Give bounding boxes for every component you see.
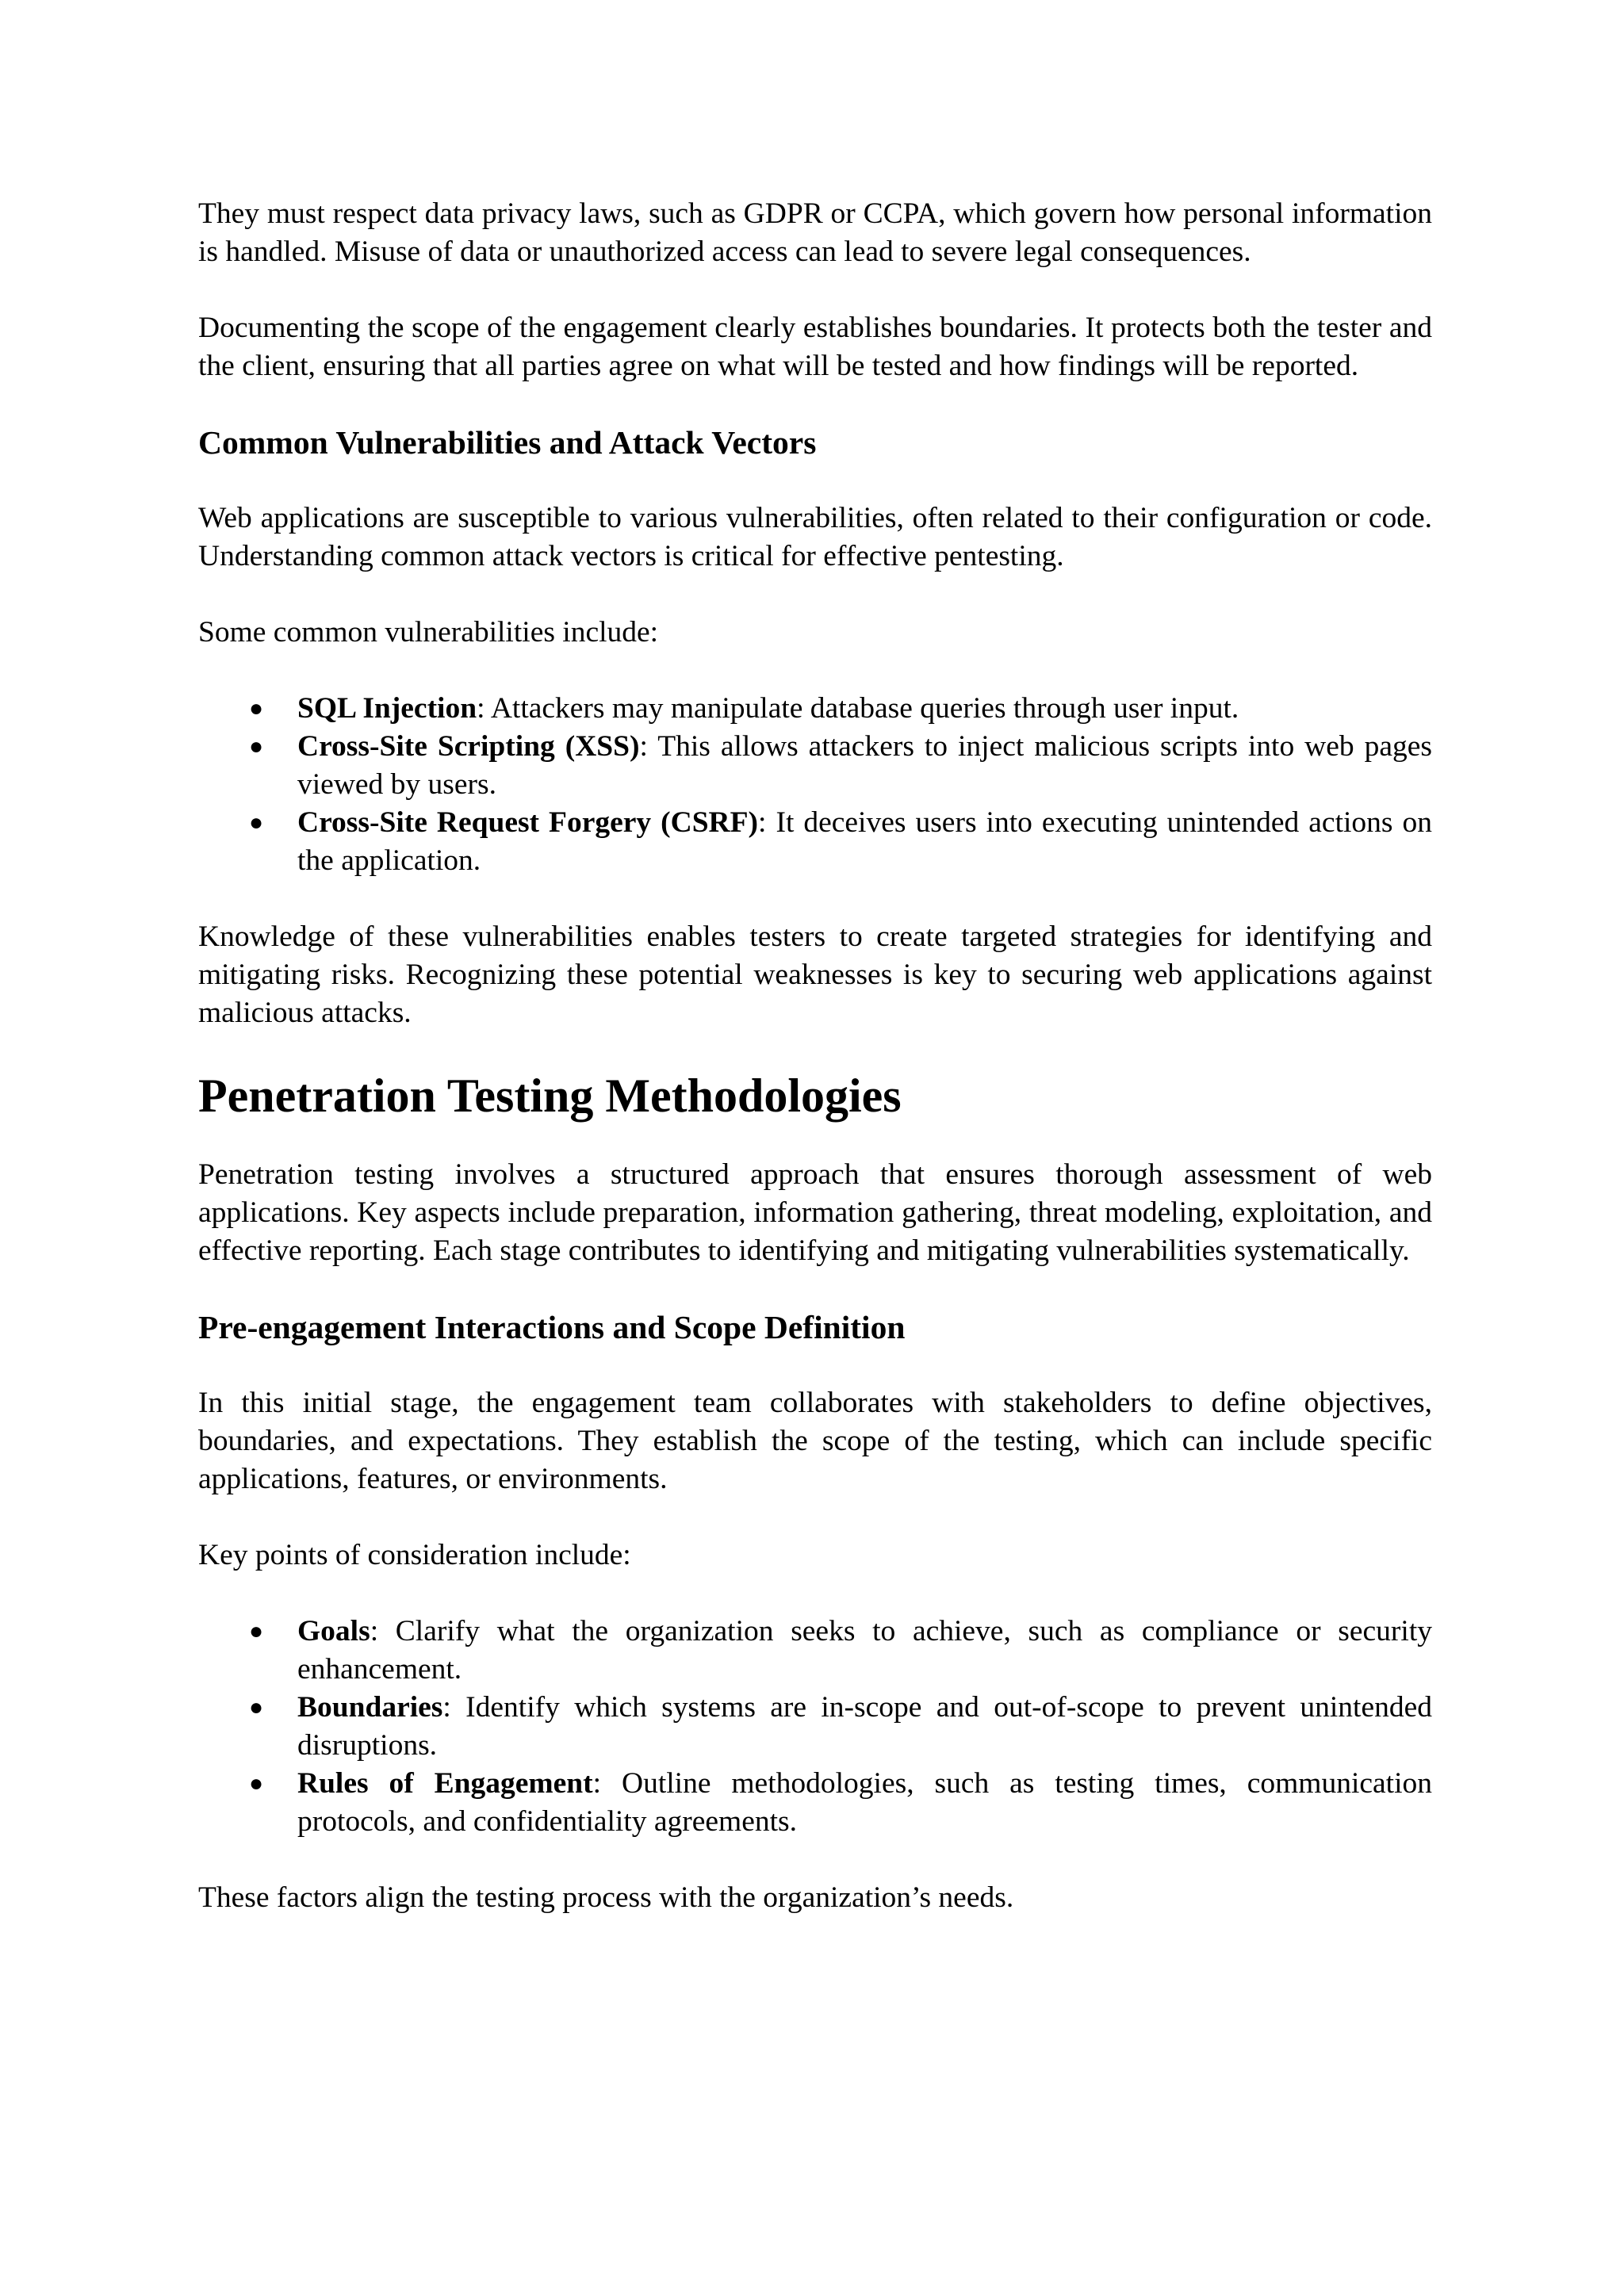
list-item-term: Cross-Site Scripting (XSS) (297, 730, 640, 763)
list-item-text: : Identify which systems are in-scope and out-of-scope to prevent unintended disruptions. (297, 1691, 1432, 1762)
bullet-icon: ● (249, 1770, 264, 1797)
vulnerabilities-list (198, 690, 1432, 880)
bullet-icon: ● (249, 1694, 264, 1720)
bullet-icon: ● (249, 733, 264, 760)
heading-common-vulnerabilities: Common Vulnerabilities and Attack Vectors (198, 424, 817, 461)
list-item (198, 1613, 1432, 1689)
intro-paragraph-scope: Documenting the scope of the engagement clearly establishes boundaries. It protects both the tester and the client, ensuring that all parties agree on what will be tested and how findings will be reported. (198, 312, 1432, 382)
list-item (198, 1765, 1432, 1841)
document-page (198, 195, 1432, 1917)
vulnerabilities-list-intro: Some common vulnerabilities include: (198, 616, 659, 649)
list-item-term: SQL Injection (297, 692, 477, 725)
list-item-term: Goals (297, 1615, 370, 1647)
list-item (198, 690, 1432, 728)
intro-paragraph-privacy: They must respect data privacy laws, such as GDPR or CCPA, which govern how personal information is handled. Misuse of data or unauthorized access can lead to severe legal consequences. (198, 197, 1432, 268)
heading-penetration-testing-methodologies: Penetration Testing Methodologies (198, 1070, 902, 1122)
vulnerabilities-closing: Knowledge of these vulnerabilities enables testers to create targeted strategies for identifying and mitigating risks. Recognizing these potential weaknesses is key to securing web applications against malicious attacks. (198, 920, 1432, 1029)
list-item-term: Cross-Site Request Forgery (CSRF) (297, 806, 759, 839)
list-item-text: : Clarify what the organization seeks to achieve, such as compliance or security enhancement. (297, 1615, 1432, 1686)
considerations-list (198, 1613, 1432, 1841)
list-item (198, 804, 1432, 880)
list-item-text: : Attackers may manipulate database queries through user input. (477, 692, 1239, 725)
pre-engagement-list-intro: Key points of consideration include: (198, 1539, 631, 1571)
list-item (198, 728, 1432, 804)
bullet-icon: ● (249, 695, 264, 721)
list-item-text: : This allows attackers to inject malicious scripts into web pages viewed by users. (297, 730, 1432, 801)
methodologies-intro: Penetration testing involves a structured approach that ensures thorough assessment of web applications. Key aspects include preparation, information gathering, threat modeling, exploitation, and effective reporting. Each stage contributes to identifying and mitigating vulnerabilities systematically. (198, 1158, 1432, 1267)
list-item-term: Rules of Engagement (297, 1767, 593, 1800)
list-item-term: Boundaries (297, 1691, 443, 1724)
list-item-text: : It deceives users into executing unintended actions on the application. (297, 806, 1432, 877)
vulnerabilities-intro: Web applications are susceptible to various vulnerabilities, often related to their configuration or code. Understanding common attack vectors is critical for effective pentesting. (198, 502, 1432, 572)
bullet-icon: ● (249, 809, 264, 836)
bullet-icon: ● (249, 1618, 264, 1644)
list-item-text: : Outline methodologies, such as testing times, communication protocols, and confidentiality agreements. (297, 1767, 1432, 1838)
pre-engagement-intro: In this initial stage, the engagement team collaborates with stakeholders to define objectives, boundaries, and expectations. They establish the scope of the testing, which can include specific applications, features, or environments. (198, 1387, 1432, 1495)
pre-engagement-closing: These factors align the testing process with the organization’s needs. (198, 1881, 1014, 1914)
heading-pre-engagement: Pre-engagement Interactions and Scope Definition (198, 1309, 906, 1345)
list-item (198, 1689, 1432, 1765)
